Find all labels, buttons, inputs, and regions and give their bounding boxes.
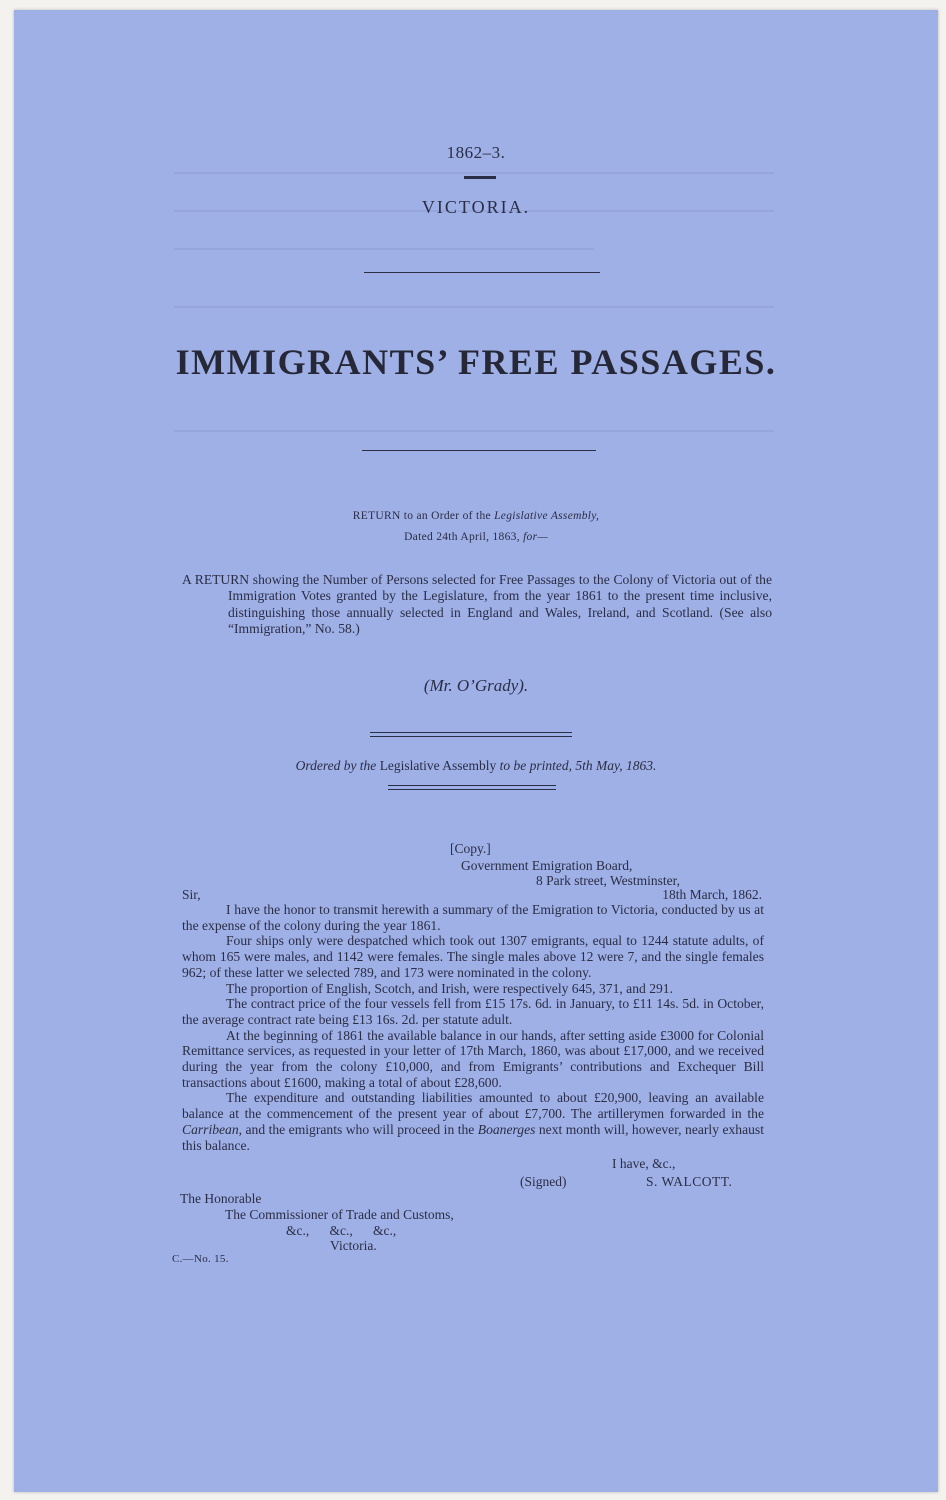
paragraph-segment: The expenditure and outstanding liabilities amounted to about £20,900, leaving an available balance at the commencement of the present year of about £7,700. The artillerymen forwarded in the	[182, 1090, 764, 1122]
signatory: S. WALCOTT.	[646, 1174, 733, 1189]
printing-order-date: to be printed, 5th May, 1863.	[496, 758, 657, 773]
addressee-block	[180, 1191, 454, 1254]
document-page	[14, 10, 938, 1492]
paper-reference: C.—No. 15.	[172, 1253, 229, 1265]
addressee-line: Victoria.	[330, 1238, 377, 1254]
order-line-1-text: RETURN to an Order of the	[352, 510, 495, 522]
letter-paragraph: Four ships only were despatched which took out 1307 emigrants, equal to 1244 statute adults, of whom 165 were males, and 1142 were females. The single males above 12 were 7, and the single females 962; of these latter we selected 789, and 173 were nominated in the colony.	[182, 933, 764, 980]
order-line-2	[14, 531, 938, 543]
divider-rule	[364, 272, 600, 273]
show-through	[174, 430, 774, 432]
order-line-2-text: Dated 24th April, 1863,	[404, 531, 524, 543]
letter-date: 18th March, 1862.	[662, 887, 762, 902]
closing: I have, &c.,	[612, 1156, 676, 1171]
letter-paragraph: I have the honor to transmit herewith a summary of the Emigration to Victoria, conducted by us at the expense of the colony during the year 1861.	[182, 902, 764, 933]
order-line-1-italic: Legislative Assembly,	[494, 510, 600, 522]
signed-label: (Signed)	[520, 1174, 567, 1189]
ship-name: Boanerges	[477, 1121, 536, 1137]
show-through	[174, 172, 774, 174]
mover-name: (Mr. O’Grady).	[423, 676, 529, 695]
sender-address-2: 8 Park street, Westminster,	[536, 873, 680, 888]
copy-label: [Copy.]	[450, 841, 491, 856]
addressee-line: &c., &c., &c.,	[286, 1222, 397, 1238]
salutation: Sir,	[182, 887, 201, 902]
letter-body	[182, 902, 764, 1153]
double-rule	[388, 785, 556, 790]
double-rule	[370, 732, 572, 737]
paragraph-segment: , and the emigrants who will proceed in the	[238, 1121, 478, 1137]
addressee-line: The Honorable	[180, 1191, 262, 1206]
order-line-1	[14, 510, 938, 522]
addressee-line: The Commissioner of Trade and Customs,	[225, 1206, 454, 1222]
return-text: showing the Number of Persons selected for Free Passages to the Colony of Victoria out of the Immigration Votes granted by the Legislature, from the year 1861 to the present time inclusive, distinguishing those annually selected in England and Wales, Ireland, and Scotland. (See also “Immigration,” No. 58.)	[228, 572, 772, 636]
letter-paragraph: At the beginning of 1861 the available balance in our hands, after setting aside £3000 for Colonial Remittance services, as requested in your letter of 17th March, 1860, was about £17,000, and we received during the year from the colony £10,000, and from Emigrants’ contributions and Exchequer Bill transactions about £1600, making a total of about £28,600.	[182, 1027, 764, 1090]
colony-name: VICTORIA.	[421, 197, 531, 217]
printing-order-italic: Ordered by the	[295, 758, 380, 773]
return-lead: A RETURN	[182, 572, 250, 587]
divider-rule	[362, 450, 596, 451]
header-rule	[464, 176, 496, 179]
letter-paragraph: The contract price of the four vessels fell from £15 17s. 6d. in January, to £11 14s. 5d. in October, the average contract rate being £13 16s. 2d. per statute adult.	[182, 996, 764, 1027]
document-title: IMMIGRANTS’ FREE PASSAGES.	[175, 342, 777, 382]
return-description	[182, 572, 772, 637]
letter-paragraph: The proportion of English, Scotch, and Irish, were respectively 645, 371, and 291.	[226, 980, 673, 996]
show-through	[174, 306, 774, 308]
letter-paragraph	[182, 1090, 764, 1153]
ship-name: Carribean	[182, 1121, 239, 1137]
show-through	[174, 248, 594, 250]
sender-address-1: Government Emigration Board,	[461, 858, 633, 873]
session-year: 1862–3.	[446, 143, 506, 162]
order-line-2-italic: for—	[523, 531, 548, 543]
paragraph-segment: next month will, however, nearly exhaust this balance.	[182, 1121, 764, 1153]
printing-order	[14, 758, 938, 774]
printing-order-body: Legislative Assembly	[379, 758, 497, 773]
